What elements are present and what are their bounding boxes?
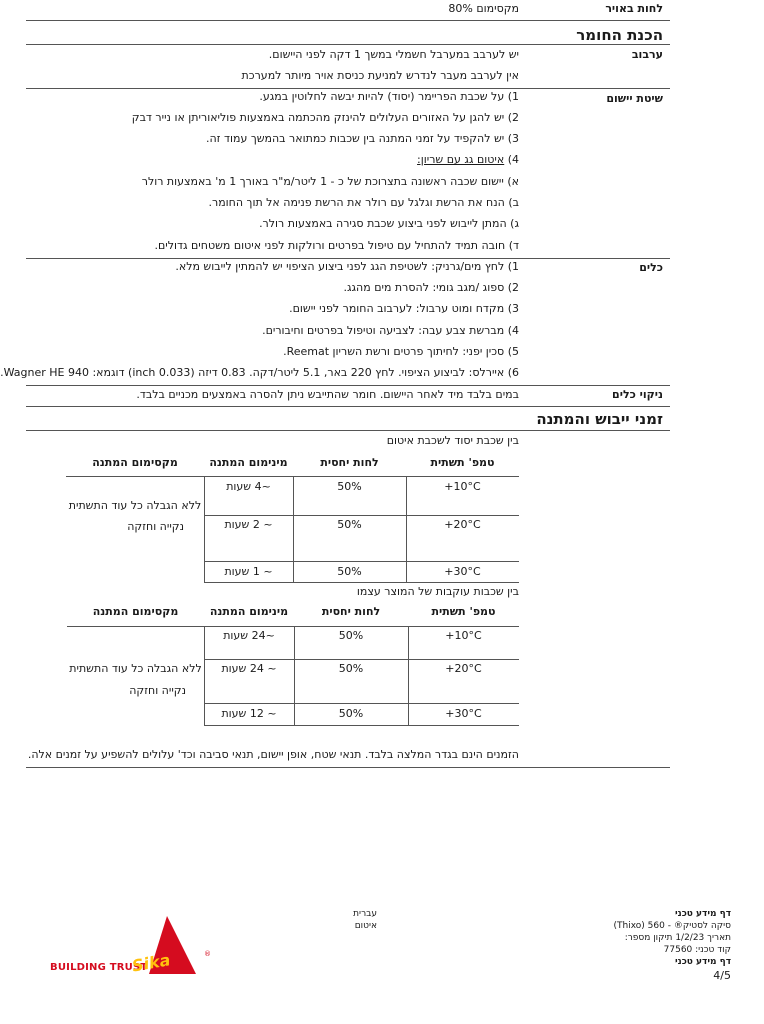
underlined-heading: איטום גג עם שריון:: [417, 153, 505, 166]
footer-line: דף מידע טכני: [674, 957, 731, 967]
svg-text:®: ®: [204, 950, 211, 958]
table2-header: לחות יחסית: [321, 605, 381, 618]
table-cell: +30°C: [445, 707, 482, 720]
table-cell: +10°C: [444, 480, 481, 493]
divider: [26, 44, 670, 45]
table1-caption: בין שכבת יסוד לשכבת איטום: [386, 434, 519, 447]
table-cell: ~ 12 שעות: [221, 707, 277, 720]
divider: [26, 406, 670, 407]
table1-header: לחות יחסית: [320, 456, 379, 469]
table-cell: ~ 24 שעות: [221, 662, 277, 675]
divider: [26, 258, 670, 259]
table-cell: 50%: [337, 565, 362, 578]
table-cell: ~ 2 שעות: [224, 518, 273, 531]
application-line: א) יישום שכבה ראשונה בתצרוכת של כ - 1 ליטר/מ"ר באורך 1 מ' באמצעות רולר: [141, 175, 519, 188]
sika-logo-icon: [130, 915, 224, 976]
divider: [26, 430, 670, 431]
table2: [67, 603, 519, 726]
cleaning-label: ניקוי כלים: [612, 388, 663, 401]
table-cell: 50%: [338, 707, 364, 720]
table-cell: ~4 שעות: [226, 480, 271, 493]
mixing-line: אין לערבב מעבר לנדרש למניעת כניסת אויר מיותר למערכת: [241, 69, 519, 82]
table-cell: ללא הגבלה כל עוד התשתית: [68, 499, 202, 512]
mixing-line: יש לערבב במערבל חשמלי במשך 1 דקה לפני היישום.: [268, 48, 519, 61]
application-line: 2) יש להגן על האזורים העלולים להינזק מהכתמה באמצעות פוליאוריתן או נייר דבק: [131, 111, 519, 124]
application-line: ד) חובה תמיד להתחיל עם טיפול בפרטים ורולקות לפני איטום משטחים גדולים.: [154, 239, 519, 252]
table2-caption: בין שכבות עוקבות של המוצר עצמו: [356, 585, 519, 598]
divider: [26, 385, 670, 386]
table-cell: 50%: [337, 518, 362, 531]
application-line: ג) המתן לייבוש לפני ביצוע שכבת סגירה באמצעות רולר.: [259, 217, 519, 230]
note: הזמנים הינם בגדר המלצה בלבד. תנאי שטח, אופן יישום, תנאי סביבה וכד' עלולים להשפיע על זמנים אלה.: [27, 748, 519, 761]
table2-header: מינימום המתנה: [209, 605, 289, 618]
tools-line: 5) סכין יפני: לחיתוך פרטים ורשת השריון Reemat.: [283, 345, 519, 358]
logo-wordmark: Sika: [130, 950, 172, 976]
tools-line: 2) ספוג /מגב גומי: להסרת מים מהגג.: [343, 281, 519, 294]
tools-line: 6) איירלס: לביצוע הציפוי. לחץ 220 באר, 5.1 ליטר/דקה. 0.83 דיזה (0.033 inch) דוגמא: Wagner HE 940.: [0, 366, 519, 379]
page-number: 4/5: [713, 969, 731, 982]
section-title-curing: זמני ייבוש והמתנה: [536, 410, 663, 428]
footer-line: קוד טכני: 77560: [663, 945, 731, 955]
application-line: 3) יש להקפיד על זמני המתנה בין שכבות כמתואר בהמשך עמוד זה.: [205, 132, 519, 145]
table1-header: מקסימום המתנה: [92, 456, 178, 469]
sika-logo: [130, 915, 224, 976]
divider: [26, 20, 670, 21]
footer-line: דף מידע טכני: [674, 909, 731, 919]
section-title-prep: הכנת החומר: [576, 26, 663, 44]
humidity-value: מקסימום 80%: [448, 2, 519, 15]
mixing-label: ערבוב: [631, 48, 663, 61]
table-cell: 50%: [338, 662, 364, 675]
tools-label: כלים: [639, 261, 663, 274]
table-cell: נקייה וחזקה: [127, 520, 184, 533]
divider: [26, 767, 670, 768]
table-cell: +10°C: [445, 629, 482, 642]
table-cell: +20°C: [444, 518, 481, 531]
footer-line: תאריך 1/2/23 תיקון מספר:: [624, 933, 731, 943]
footer-info: [614, 908, 731, 982]
table1-header: טמפ' תשתית: [430, 456, 495, 469]
application-line: ב) הנח את הרשת וגלגל עם רולר את הרשת פנימה אל תוך החומר.: [208, 196, 519, 209]
table-cell: 50%: [338, 629, 364, 642]
table-cell: +30°C: [444, 565, 481, 578]
footer-meta: [353, 908, 377, 932]
footer-category: איטום: [354, 921, 377, 931]
table-cell: 50%: [337, 480, 362, 493]
application-label: שיטת יישום: [606, 92, 663, 105]
table-cell: +20°C: [445, 662, 482, 675]
table2-header: מקסימום המתנה: [92, 605, 179, 618]
table-cell: ללא הגבלה כל עוד התשתית: [69, 662, 202, 675]
application-line: 4) איטום גג עם שריון:: [417, 153, 519, 166]
footer-line: סיקה לסטיק® - 560 (Thixo): [613, 921, 731, 931]
application-line: 1) על שכבת הפריימר (יסוד) להיות יבשה לחלוטין במגע.: [259, 90, 519, 103]
footer-language: עברית: [353, 909, 377, 919]
table-cell: ~24 שעות: [223, 629, 275, 642]
brand-slogan: BUILDING TRUST: [50, 962, 148, 973]
table-cell: נקייה וחזקה: [129, 684, 186, 697]
table1: [66, 454, 519, 584]
divider: [26, 88, 670, 89]
table1-header: מינימום המתנה: [209, 456, 288, 469]
tools-line: 4) מברשת צבע עבה: לצביעה וטיפול בפרטים וחיבורים.: [262, 324, 519, 337]
tools-line: 3) מקדח ומוט ערבול: לערבוב החומר לפני יישום.: [289, 302, 519, 315]
table-cell: ~ 1 שעות: [224, 565, 273, 578]
cleaning-text: במים בלבד מיד לאחר היישום. חומר שהתייבש ניתן להסרה באמצעים מכניים בלבד.: [136, 388, 519, 401]
tools-line: 1) לחץ מים/גרניק: לשטיפת הגג לפני ביצוע הציפוי יש להמתין לייבוש מלא.: [175, 260, 519, 273]
table2-header: טמפ' תשתית: [431, 605, 496, 618]
humidity-label: לחות באויר: [605, 2, 663, 15]
